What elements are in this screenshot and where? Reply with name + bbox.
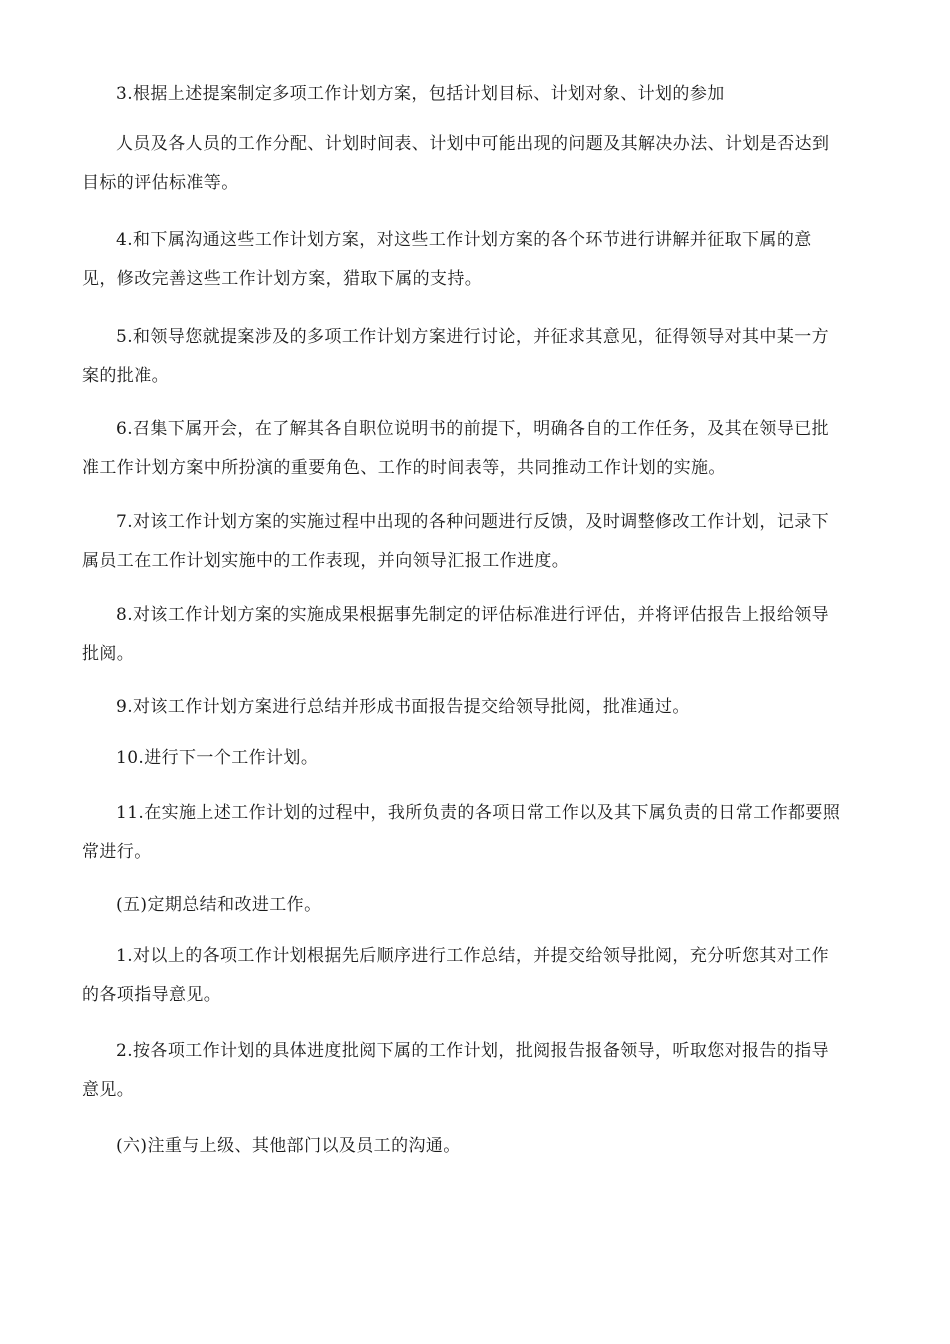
paragraph-line: 8.对该工作计划方案的实施成果根据事先制定的评估标准进行评估，并将评估报告上报给领导 (116, 605, 830, 625)
paragraph-line: (六)注重与上级、其他部门以及员工的沟通。 (116, 1136, 461, 1156)
section-heading-6 (82, 1127, 872, 1166)
paragraph-step-9 (82, 688, 872, 727)
paragraph-line: (五)定期总结和改进工作。 (116, 895, 322, 915)
paragraph-line: 常进行。 (82, 842, 152, 862)
paragraph-section5-step-1 (82, 937, 872, 1015)
paragraph-step-4 (82, 221, 872, 299)
paragraph-step-3 (82, 75, 872, 114)
paragraph-line: 7.对该工作计划方案的实施过程中出现的各种问题进行反馈，及时调整修改工作计划，记录下 (116, 512, 830, 532)
paragraph-line: 9.对该工作计划方案进行总结并形成书面报告提交给领导批阅，批准通过。 (116, 697, 690, 717)
paragraph-step-10 (82, 739, 872, 778)
paragraph-line: 的各项指导意见。 (82, 985, 222, 1005)
paragraph-line: 3.根据上述提案制定多项工作计划方案，包括计划目标、计划对象、计划的参加 (116, 84, 725, 104)
paragraph-line: 准工作计划方案中所扮演的重要角色、工作的时间表等，共同推动工作计划的实施。 (82, 458, 726, 478)
paragraph-line: 见，修改完善这些工作计划方案，猎取下属的支持。 (82, 269, 483, 289)
paragraph-step-3-continued (82, 125, 872, 203)
paragraph-line: 目标的评估标准等。 (82, 173, 239, 193)
paragraph-line: 属员工在工作计划实施中的工作表现，并向领导汇报工作进度。 (82, 551, 570, 571)
paragraph-step-8 (82, 596, 872, 674)
paragraph-step-11 (82, 794, 872, 872)
paragraph-line: 案的批准。 (82, 366, 169, 386)
paragraph-step-6 (82, 410, 872, 488)
paragraph-line: 人员及各人员的工作分配、计划时间表、计划中可能出现的问题及其解决办法、计划是否达到 (116, 134, 830, 154)
paragraph-step-5 (82, 318, 872, 396)
paragraph-line: 意见。 (82, 1080, 135, 1100)
paragraph-line: 批阅。 (82, 644, 135, 664)
paragraph-line: 6.召集下属开会，在了解其各自职位说明书的前提下，明确各自的工作任务，及其在领导已批 (116, 419, 830, 439)
paragraph-line: 5.和领导您就提案涉及的多项工作计划方案进行讨论，并征求其意见，征得领导对其中某一方 (116, 327, 830, 347)
paragraph-line: 2.按各项工作计划的具体进度批阅下属的工作计划，批阅报告报备领导，听取您对报告的指导 (116, 1041, 830, 1061)
paragraph-line: 10.进行下一个工作计划。 (116, 748, 319, 768)
paragraph-line: 4.和下属沟通这些工作计划方案，对这些工作计划方案的各个环节进行讲解并征取下属的意 (116, 230, 812, 250)
paragraph-step-7 (82, 503, 872, 581)
paragraph-section5-step-2 (82, 1032, 872, 1110)
paragraph-line: 1.对以上的各项工作计划根据先后顺序进行工作总结，并提交给领导批阅，充分听您其对工作 (116, 946, 830, 966)
section-heading-5 (82, 886, 872, 925)
paragraph-line: 11.在实施上述工作计划的过程中，我所负责的各项日常工作以及其下属负责的日常工作都要照 (116, 803, 841, 823)
